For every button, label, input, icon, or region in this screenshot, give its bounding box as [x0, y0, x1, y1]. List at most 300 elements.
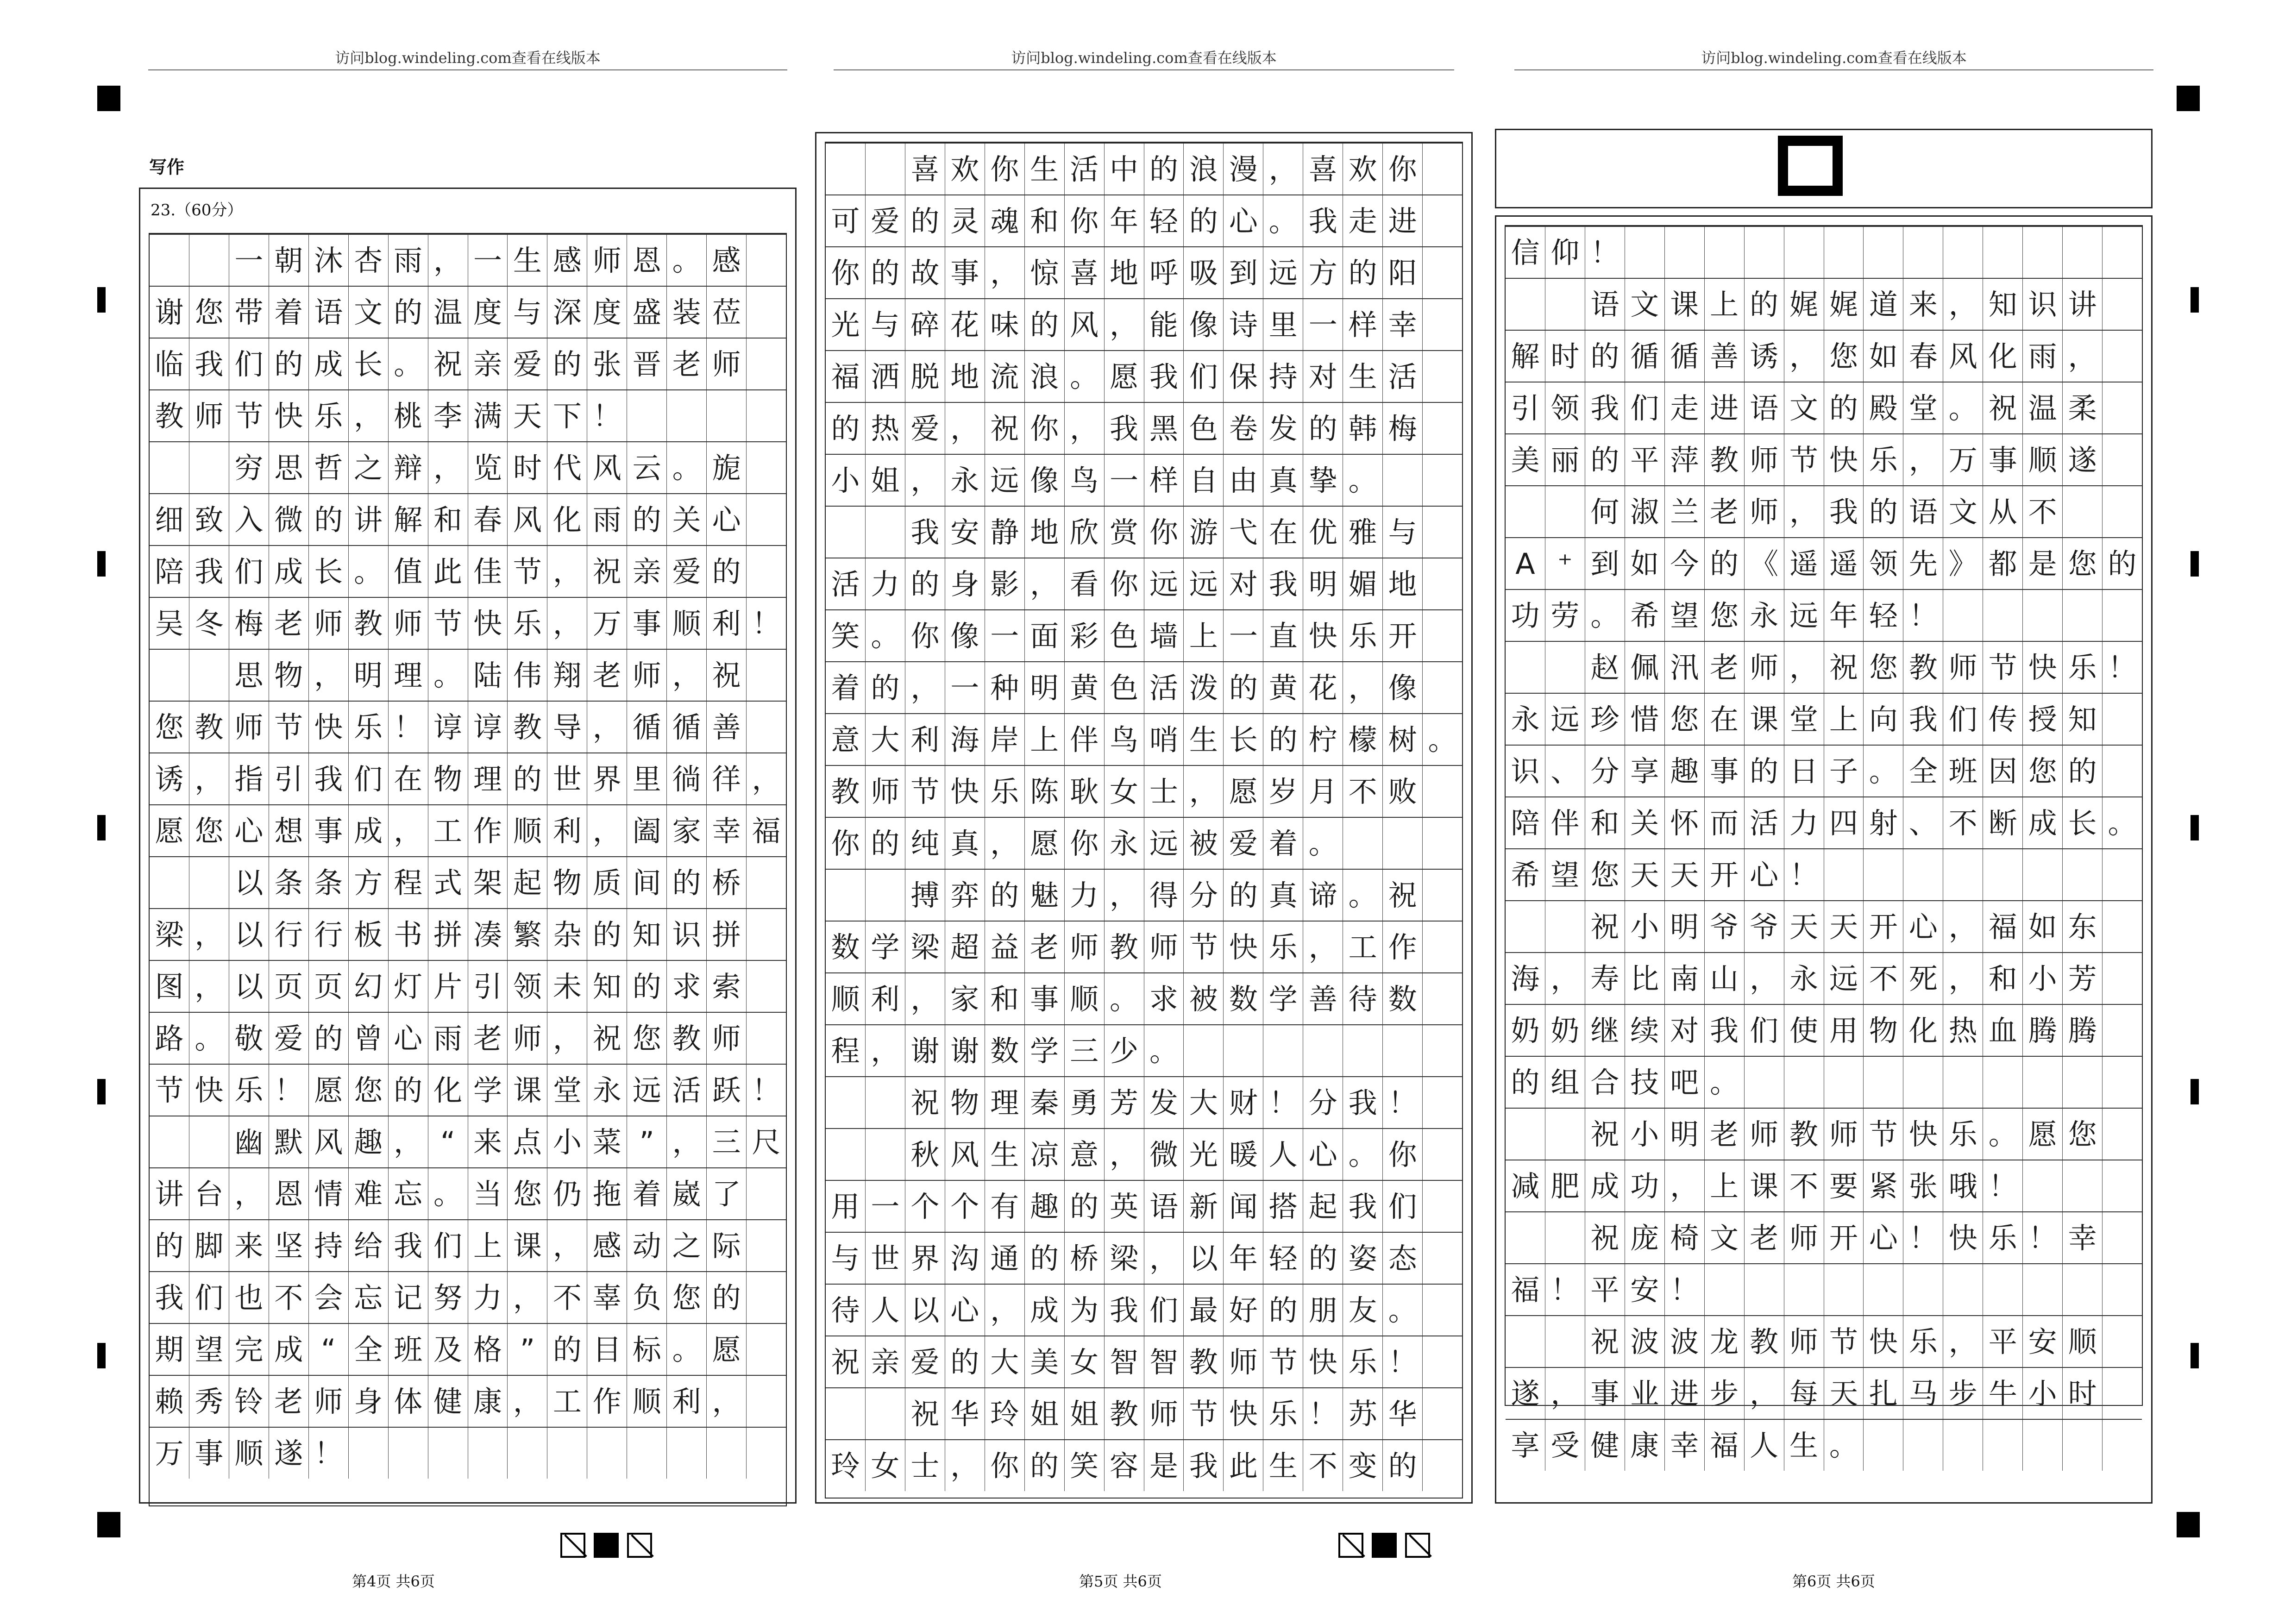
grid-cell: 智 — [1144, 1336, 1184, 1387]
grid-cell — [1184, 1025, 1224, 1076]
grid-cell: 文 — [1943, 486, 1983, 537]
grid-cell: 温 — [428, 287, 468, 338]
grid-cell: 心 — [945, 1285, 985, 1336]
grid-cell: 恩 — [269, 1168, 309, 1219]
grid-cell: 仰 — [1545, 227, 1585, 278]
grid-row — [1506, 330, 2142, 382]
grid-cell: 爷 — [1705, 901, 1745, 952]
grid-cell: 不 — [1343, 766, 1383, 817]
grid-cell: 长 — [2063, 797, 2103, 848]
grid-cell: 授 — [2023, 694, 2063, 745]
grid-cell: 对 — [1665, 1005, 1705, 1056]
grid-row — [826, 1232, 1462, 1284]
grid-row — [150, 234, 786, 286]
grid-cell: 希 — [1625, 590, 1665, 641]
grid-cell: 心 — [707, 494, 747, 545]
grid-cell: 师 — [1224, 1336, 1263, 1387]
grid-cell: 春 — [468, 494, 508, 545]
grid-cell: 心 — [1864, 1212, 1903, 1263]
grid-cell: 善 — [707, 702, 747, 752]
grid-cell: 文 — [1705, 1212, 1745, 1263]
grid-cell: 沐 — [309, 235, 349, 286]
grid-cell: 卷 — [1224, 403, 1263, 454]
grid-cell: ， — [428, 442, 468, 493]
grid-row — [1506, 537, 2142, 589]
grid-cell — [1506, 642, 1545, 693]
grid-cell: ， — [1784, 486, 1824, 537]
grid-cell: 天 — [1665, 849, 1705, 900]
grid-cell: 乐 — [309, 390, 349, 441]
grid-cell: 花 — [945, 299, 985, 350]
grid-cell: 顺 — [667, 598, 707, 649]
grid-cell: 里 — [627, 753, 667, 804]
grid-cell: 的 — [1343, 247, 1383, 298]
grid-cell: ， — [1665, 1160, 1705, 1211]
grid-cell: 惜 — [1625, 694, 1665, 745]
grid-cell: 持 — [1263, 351, 1303, 402]
grid-cell: 开 — [1824, 1212, 1864, 1263]
grid-cell: 长 — [349, 339, 389, 389]
corner-mark — [97, 86, 120, 111]
grid-cell: 我 — [905, 507, 945, 558]
grid-cell: 。 — [428, 1168, 468, 1219]
grid-cell: 远 — [1784, 590, 1824, 641]
grid-cell: 魂 — [985, 195, 1025, 246]
grid-cell: 意 — [1065, 1129, 1105, 1180]
grid-cell — [1943, 849, 1983, 900]
grid-cell: 信 — [1506, 227, 1545, 278]
grid-cell — [1423, 1233, 1462, 1284]
grid-cell: 课 — [1745, 1160, 1784, 1211]
grid-cell: 乐 — [1263, 922, 1303, 972]
grid-cell — [1864, 1057, 1903, 1108]
grid-cell: 心 — [229, 805, 269, 856]
grid-cell: 来 — [229, 1220, 269, 1271]
grid-cell — [747, 1428, 786, 1479]
grid-cell: 快 — [1224, 922, 1263, 972]
grid-cell: 吴 — [150, 598, 189, 649]
grid-cell — [1423, 403, 1462, 454]
grid-cell: 循 — [667, 702, 707, 752]
grid-cell: 在 — [1263, 507, 1303, 558]
grid-cell: 物 — [269, 650, 309, 701]
grid-cell — [707, 1428, 747, 1479]
grid-cell: 平 — [1585, 1264, 1625, 1315]
timing-mark — [2191, 287, 2199, 313]
grid-cell — [2063, 1160, 2103, 1211]
grid-cell — [1423, 507, 1462, 558]
grid-cell: 们 — [1943, 694, 1983, 745]
grid-cell: ， — [1943, 953, 1983, 1004]
grid-cell: 脱 — [905, 351, 945, 402]
grid-cell: 以 — [229, 857, 269, 908]
grid-cell: 我 — [1105, 1285, 1144, 1336]
grid-cell: 顺 — [2063, 1316, 2103, 1367]
grid-cell: 。 — [667, 442, 707, 493]
grid-cell: 崴 — [667, 1168, 707, 1219]
grid-cell: 敬 — [229, 1013, 269, 1064]
grid-cell: 工 — [547, 1376, 587, 1427]
grid-cell: ， — [189, 753, 229, 804]
grid-cell: 节 — [269, 702, 309, 752]
grid-cell: 索 — [707, 961, 747, 1012]
grid-cell — [1665, 227, 1705, 278]
grid-cell: 利 — [547, 805, 587, 856]
grid-cell: 体 — [389, 1376, 428, 1427]
grid-cell: 爱 — [667, 546, 707, 597]
grid-cell — [150, 235, 189, 286]
grid-cell: 师 — [389, 598, 428, 649]
grid-cell: 物 — [547, 857, 587, 908]
grid-cell: 生 — [985, 1129, 1025, 1180]
grid-cell: 最 — [1184, 1285, 1224, 1336]
grid-cell: 讲 — [150, 1168, 189, 1219]
grid-cell: 师 — [508, 1013, 547, 1064]
grid-cell: 每 — [1784, 1368, 1824, 1419]
grid-row — [826, 765, 1462, 817]
grid-cell — [1784, 1264, 1824, 1315]
grid-cell — [1864, 1264, 1903, 1315]
grid-cell: 漫 — [1224, 144, 1263, 194]
grid-row — [150, 1064, 786, 1116]
grid-cell — [627, 390, 667, 441]
grid-cell: 何 — [1585, 486, 1625, 537]
grid-cell: 堂 — [547, 1065, 587, 1116]
grid-cell: 我 — [389, 1220, 428, 1271]
grid-cell: 片 — [428, 961, 468, 1012]
grid-cell: 天 — [508, 390, 547, 441]
grid-cell — [1824, 1057, 1864, 1108]
grid-row — [150, 701, 786, 752]
grid-cell: 教 — [667, 1013, 707, 1064]
grid-cell: ， — [189, 909, 229, 960]
grid-cell: 搏 — [905, 870, 945, 921]
grid-row — [826, 506, 1462, 558]
grid-cell: 用 — [1824, 1005, 1864, 1056]
grid-row — [1506, 1056, 2142, 1108]
grid-cell: 以 — [905, 1285, 945, 1336]
grid-cell — [2103, 1212, 2142, 1263]
grid-cell: 秀 — [189, 1376, 229, 1427]
grid-cell: 能 — [1144, 299, 1184, 350]
grid-cell: 大 — [985, 1336, 1025, 1387]
grid-cell: 柔 — [2063, 382, 2103, 433]
grid-cell: 玲 — [985, 1388, 1025, 1439]
grid-cell: 全 — [1903, 746, 1943, 796]
grid-cell: 之 — [667, 1220, 707, 1271]
timing-mark — [2191, 815, 2199, 840]
grid-cell: 方 — [349, 857, 389, 908]
grid-cell — [189, 442, 229, 493]
grid-cell: 年 — [1105, 195, 1144, 246]
grid-cell: 一 — [229, 235, 269, 286]
grid-cell: 永 — [1105, 818, 1144, 869]
grid-cell: 们 — [229, 546, 269, 597]
grid-cell: 朋 — [1303, 1285, 1343, 1336]
grid-cell: 您 — [1824, 331, 1864, 382]
grid-cell: “ — [309, 1324, 349, 1375]
grid-cell: ， — [707, 1376, 747, 1427]
grid-row — [826, 1180, 1462, 1232]
grid-cell — [627, 1428, 667, 1479]
grid-cell: 姿 — [1343, 1233, 1383, 1284]
grid-cell: 顺 — [627, 1376, 667, 1427]
grid-cell: 思 — [229, 650, 269, 701]
grid-cell — [1423, 1181, 1462, 1232]
grid-cell: 从 — [1983, 486, 2023, 537]
grid-cell: 的 — [2108, 547, 2137, 581]
grid-cell: 年 — [1824, 590, 1864, 641]
slash-box-icon — [627, 1533, 652, 1558]
grid-cell: 我 — [1824, 486, 1864, 537]
grid-cell: 三 — [707, 1116, 747, 1167]
grid-cell: 知 — [2063, 694, 2103, 745]
grid-cell: 活 — [1065, 144, 1105, 194]
grid-cell: 工 — [1343, 922, 1383, 972]
grid-cell: 的 — [667, 857, 707, 908]
grid-cell: 桥 — [1065, 1233, 1105, 1284]
grid-cell: 波 — [1625, 1316, 1665, 1367]
grid-row — [826, 143, 1462, 194]
grid-cell: 佳 — [468, 546, 508, 597]
grid-cell: 快 — [1824, 434, 1864, 485]
grid-cell: 哨 — [1144, 714, 1184, 765]
grid-cell — [1784, 227, 1824, 278]
grid-cell: 祝 — [1585, 901, 1625, 952]
grid-cell: 永 — [587, 1065, 627, 1116]
grid-cell — [1423, 610, 1462, 661]
grid-cell — [1423, 1440, 1462, 1491]
grid-cell: 愿 — [1025, 818, 1065, 869]
grid-cell: 道 — [1864, 279, 1903, 330]
grid-cell: 浪 — [1025, 351, 1065, 402]
grid-cell: 利 — [905, 714, 945, 765]
grid-cell: ， — [985, 247, 1025, 298]
grid-cell: 条 — [269, 857, 309, 908]
grid-cell: 活 — [826, 558, 866, 609]
grid-cell: 此 — [428, 546, 468, 597]
grid-cell: 览 — [468, 442, 508, 493]
grid-cell — [1824, 1264, 1864, 1315]
page-footer: 第4页 共6页 — [352, 1573, 435, 1590]
grid-cell: 标 — [627, 1324, 667, 1375]
writing-grid — [825, 142, 1463, 1499]
grid-cell: 仍 — [547, 1168, 587, 1219]
grid-cell: 。 — [1983, 1109, 2023, 1160]
grid-cell: ， — [1144, 1233, 1184, 1284]
grid-cell: 玲 — [826, 1440, 866, 1491]
grid-cell: 亲 — [627, 546, 667, 597]
grid-cell — [826, 1129, 866, 1180]
grid-cell: 风 — [1943, 331, 1983, 382]
grid-cell: 关 — [667, 494, 707, 545]
grid-cell — [2103, 953, 2142, 1004]
grid-cell: 风 — [309, 1116, 349, 1167]
grid-cell: 思 — [269, 442, 309, 493]
grid-cell: 作 — [587, 1376, 627, 1427]
grid-cell: 望 — [189, 1324, 229, 1375]
grid-cell — [747, 961, 786, 1012]
grid-cell: ， — [1065, 403, 1105, 454]
grid-cell: 奶 — [1545, 1005, 1585, 1056]
grid-cell — [349, 1428, 389, 1479]
grid-cell: 谆 — [428, 702, 468, 752]
grid-cell: 身 — [349, 1376, 389, 1427]
grid-cell: 欣 — [1065, 507, 1105, 558]
grid-cell: ， — [1943, 279, 1983, 330]
grid-cell: 人 — [1263, 1129, 1303, 1180]
grid-cell: 和 — [1025, 195, 1065, 246]
grid-cell — [866, 1077, 905, 1128]
grid-cell: 雨 — [428, 1013, 468, 1064]
grid-cell: 南 — [1665, 953, 1705, 1004]
grid-cell: 财 — [1224, 1077, 1263, 1128]
grid-cell — [1423, 662, 1462, 713]
grid-cell — [1705, 227, 1745, 278]
grid-cell: 东 — [2063, 901, 2103, 952]
grid-cell: 您 — [627, 1013, 667, 1064]
grid-row — [1506, 745, 2142, 796]
grid-cell — [1263, 1025, 1303, 1076]
grid-cell: ， — [1184, 766, 1224, 817]
grid-cell: 。 — [1065, 351, 1105, 402]
grid-cell: 文 — [349, 287, 389, 338]
grid-cell: 明 — [1665, 901, 1705, 952]
grid-cell: 优 — [1303, 507, 1343, 558]
grid-cell: ！ — [2023, 1212, 2063, 1263]
grid-cell: 顺 — [826, 973, 866, 1024]
grid-cell: 利 — [667, 1376, 707, 1427]
grid-cell: 祝 — [587, 546, 627, 597]
grid-cell: ， — [1943, 901, 1983, 952]
grid-cell: 不 — [547, 1272, 587, 1323]
grid-cell: 活 — [1745, 797, 1784, 848]
grid-cell: 是 — [2023, 538, 2063, 589]
grid-cell: 纯 — [905, 818, 945, 869]
grid-cell: 满 — [468, 390, 508, 441]
grid-cell: ！ — [1585, 227, 1625, 278]
grid-cell: 快 — [468, 598, 508, 649]
grid-cell: 的 — [707, 546, 747, 597]
grid-cell: 椅 — [1665, 1212, 1705, 1263]
grid-cell: 是 — [1144, 1440, 1184, 1491]
grid-cell: 色 — [1105, 610, 1144, 661]
grid-cell: 领 — [1864, 538, 1903, 589]
grid-cell: 祝 — [707, 650, 747, 701]
grid-cell: 为 — [1065, 1285, 1105, 1336]
grid-row — [826, 558, 1462, 609]
grid-cell — [1423, 922, 1462, 972]
grid-row — [150, 1427, 786, 1479]
grid-cell: 课 — [1745, 694, 1784, 745]
grid-cell: 您 — [1585, 849, 1625, 900]
answer-column-3 — [1495, 215, 2153, 1504]
grid-cell: 使 — [1784, 1005, 1824, 1056]
grid-cell: 一 — [468, 235, 508, 286]
grid-cell: 上 — [1824, 694, 1864, 745]
grid-cell: 化 — [1983, 331, 2023, 382]
grid-cell: 明 — [349, 650, 389, 701]
grid-cell: 课 — [1665, 279, 1705, 330]
grid-cell — [2023, 1057, 2063, 1108]
grid-cell: 致 — [189, 494, 229, 545]
grid-row — [826, 454, 1462, 506]
grid-cell — [2103, 590, 2142, 641]
grid-cell: 桥 — [707, 857, 747, 908]
grid-cell: 福 — [826, 351, 866, 402]
grid-cell: ， — [1943, 1316, 1983, 1367]
grid-cell: 黑 — [1144, 403, 1184, 454]
grid-row — [826, 713, 1462, 765]
grid-cell: 的 — [508, 753, 547, 804]
grid-cell: 月 — [1303, 766, 1343, 817]
grid-cell: 一 — [1224, 610, 1263, 661]
grid-cell — [2063, 1264, 2103, 1315]
grid-cell: 情 — [309, 1168, 349, 1219]
grid-cell — [1343, 1025, 1383, 1076]
grid-cell: 想 — [269, 805, 309, 856]
grid-cell: 味 — [985, 299, 1025, 350]
grid-cell: 善 — [1303, 973, 1343, 1024]
grid-cell: 旎 — [707, 442, 747, 493]
grid-cell: 语 — [1903, 486, 1943, 537]
grid-cell: 和 — [1585, 797, 1625, 848]
grid-cell — [1903, 849, 1943, 900]
grid-cell: 事 — [1025, 973, 1065, 1024]
grid-cell — [747, 339, 786, 389]
grid-cell: 梁 — [1105, 1233, 1144, 1284]
grid-cell: 台 — [189, 1168, 229, 1219]
grid-cell: 感 — [587, 1220, 627, 1271]
grid-cell: ， — [547, 1013, 587, 1064]
grid-cell: 老 — [269, 598, 309, 649]
grid-cell: 成 — [1585, 1160, 1625, 1211]
grid-cell: 远 — [985, 455, 1025, 506]
grid-row — [150, 545, 786, 597]
grid-cell — [1506, 486, 1545, 537]
grid-cell: 识 — [1506, 746, 1545, 796]
grid-cell: 像 — [1383, 662, 1423, 713]
grid-cell: 事 — [1983, 434, 2023, 485]
grid-cell: 成 — [1025, 1285, 1065, 1336]
grid-cell — [1983, 1420, 2023, 1471]
grid-cell: 穷 — [229, 442, 269, 493]
grid-cell: 们 — [428, 1220, 468, 1271]
grid-cell: 我 — [1903, 694, 1943, 745]
grid-row — [1506, 1004, 2142, 1056]
grid-cell — [2103, 1160, 2142, 1211]
grid-cell: 教 — [1184, 1336, 1224, 1387]
grid-cell: 一 — [1303, 299, 1343, 350]
grid-cell: 梁 — [905, 922, 945, 972]
grid-cell — [1545, 1316, 1585, 1367]
grid-cell: 动 — [627, 1220, 667, 1271]
grid-cell: 安 — [1625, 1264, 1665, 1315]
grid-cell: 寿 — [1585, 953, 1625, 1004]
grid-cell: 你 — [985, 1440, 1025, 1491]
grid-cell: 殿 — [1864, 382, 1903, 433]
grid-cell: 庞 — [1625, 1212, 1665, 1263]
grid-cell: 耿 — [1065, 766, 1105, 817]
grid-cell: 、 — [1903, 797, 1943, 848]
grid-cell: 赏 — [1105, 507, 1144, 558]
grid-cell: 功 — [1625, 1160, 1665, 1211]
grid-row — [1506, 433, 2142, 485]
grid-cell: 的 — [269, 339, 309, 389]
grid-cell — [1824, 227, 1864, 278]
grid-cell: 的 — [1383, 1440, 1423, 1491]
grid-cell: ！ — [1303, 1388, 1343, 1439]
